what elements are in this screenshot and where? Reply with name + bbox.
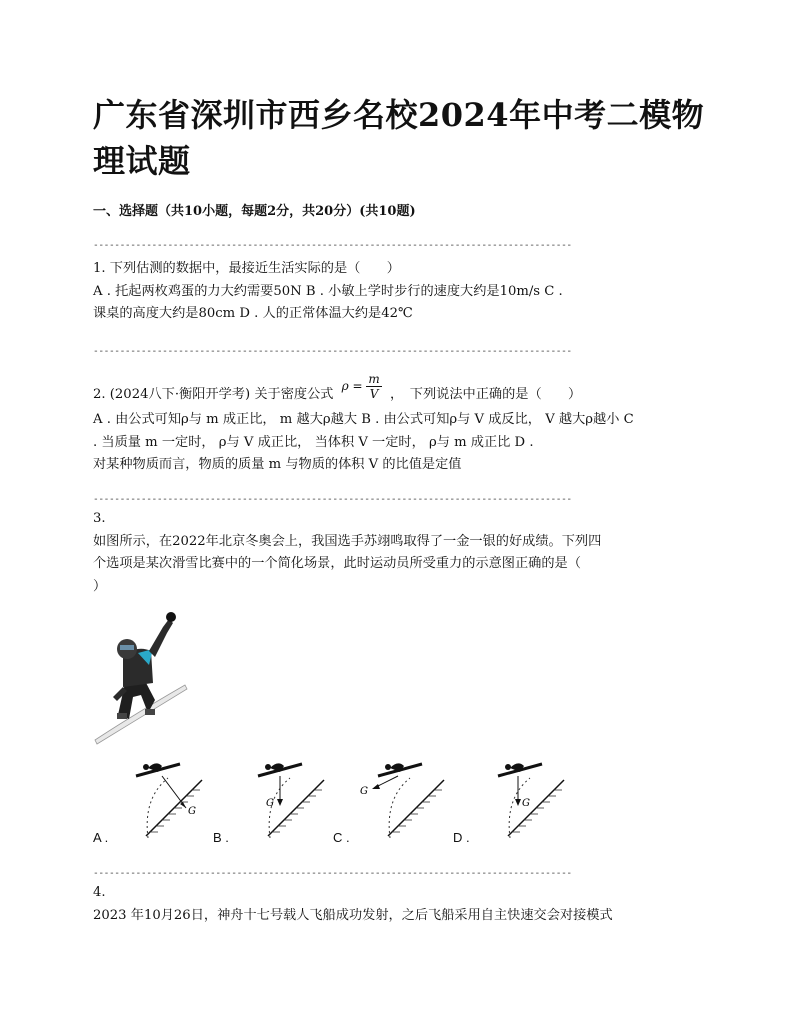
option-b-label[interactable]: B .	[213, 830, 229, 845]
question-2	[93, 372, 703, 477]
force-label-c: G	[360, 786, 368, 797]
question-2-options-line-1: A . 由公式可知ρ与 m 成正比， m 越大ρ越大 B . 由公式可知ρ与 V 成反比， V 越大ρ越小 C	[93, 412, 634, 427]
question-separator: ------------------------------------------------------------------------------------------	[93, 494, 572, 505]
snowboarder-photo	[93, 605, 193, 745]
question-3-number: 3.	[93, 511, 106, 526]
question-2-options-line-3: 对某种物质而言，物质的质量 m 与物质的体积 V 的比值是定值	[93, 457, 462, 472]
density-formula	[342, 372, 382, 401]
section-heading: 一、选择题（共10小题，每题2分，共20分）(共10题)	[93, 204, 416, 219]
formula-denominator: V	[369, 387, 379, 401]
question-1-stem: 1. 下列估测的数据中，最接近生活实际的是（ ）	[93, 261, 400, 276]
option-d-label[interactable]: D .	[453, 830, 470, 845]
option-a-diagram	[118, 758, 208, 848]
question-2-stem-after: ， 下列说法中正确的是（ ）	[390, 387, 582, 402]
formula-rho: ρ =	[341, 379, 363, 393]
question-1	[93, 258, 703, 326]
question-2-options-line-2: . 当质量 m 一定时， ρ与 V 成正比， 当体积 V 一定时， ρ与 m 成正比 D .	[93, 434, 534, 450]
option-a-label[interactable]: A .	[93, 830, 109, 845]
question-separator: ------------------------------------------------------------------------------------------	[93, 868, 572, 879]
option-c-label[interactable]: C .	[333, 830, 350, 845]
question-3-line-3: ）	[93, 578, 107, 594]
force-label-d: G	[522, 798, 530, 809]
question-1-options-line-2: 课桌的高度大约是80cm D . 人的正常体温大约是42℃	[93, 306, 413, 321]
force-label-a: G	[188, 806, 196, 817]
question-4-line-1: 2023 年10月26日，神舟十七号载人飞船成功发射，之后飞船采用自主快速交会对接模式	[93, 907, 613, 923]
question-separator: ------------------------------------------------------------------------------------------	[93, 240, 572, 251]
question-2-stem	[93, 372, 703, 409]
option-b-diagram	[240, 758, 330, 848]
formula-numerator: m	[368, 372, 380, 386]
option-d-diagram	[480, 758, 570, 848]
option-c-diagram	[360, 758, 450, 848]
question-3-line-1: 如图所示，在2022年北京冬奥会上，我国选手苏翊鸣取得了一金一银的好成绩。下列四	[93, 533, 602, 549]
force-label-b: G	[266, 798, 274, 809]
question-2-stem-before: 2. (2024八下·衡阳开学考) 关于密度公式	[93, 387, 334, 402]
formula-fraction	[366, 372, 381, 401]
question-separator: ------------------------------------------------------------------------------------------	[93, 346, 572, 357]
question-3	[93, 508, 703, 598]
question-1-options-line-1: A . 托起两枚鸡蛋的力大约需要50N B . 小敏上学时步行的速度大约是10m/s C .	[93, 283, 563, 299]
question-4-number: 4.	[93, 885, 106, 900]
page-title: 广东省深圳市西乡名校2024年中考二模物理试题	[93, 96, 705, 180]
question-3-line-2: 个选项是某次滑雪比赛中的一个简化场景，此时运动员所受重力的示意图正确的是（	[93, 556, 581, 571]
question-4	[93, 882, 703, 927]
